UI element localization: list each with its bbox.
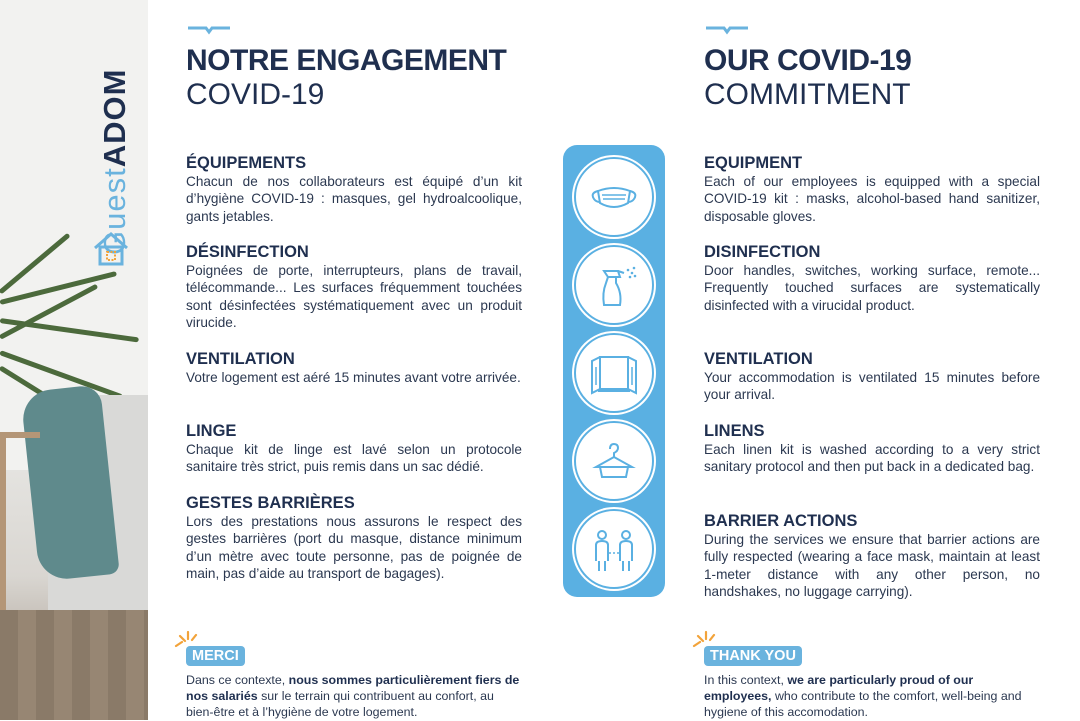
badge-label: MERCI [186,646,245,666]
section-barrier-en [704,511,1040,601]
thanks-badge-fr [172,630,292,670]
section-linen-en [704,421,1040,476]
section-text: Door handles, switches, working surface, remote... Frequently touched surfaces are systematically disinfected with a virucidal product. [704,263,1040,313]
icon-circle [576,335,652,411]
section-text: Poignées de porte, interrupteurs, plans de travail, télécommande... Les surfaces fréquemment touchées sont désinfectées systématiquement avec un produit virucide. [186,263,522,331]
icon-strip [563,145,665,597]
section-heading: VENTILATION [704,350,813,368]
heading-chevron-icon [186,24,232,36]
hanger-icon [586,433,642,489]
badge-label: THANK YOU [704,646,802,666]
section-heading: GESTES BARRIÈRES [186,494,355,512]
thanks-text-fr [186,672,522,721]
thanks-post: sur le terrain qui contribuent au confort, au bien-être et à l’hygiène de votre logement. [186,689,494,720]
section-text: Lors des prestations nous assurons le respect des gestes barrières (port du masque, distance minimum d’un mètre avec toute personne, pas de poignée de main, pas d’aide au transport de bagages). [186,514,522,582]
heading-chevron-icon [704,24,750,36]
section-heading: BARRIER ACTIONS [704,512,858,530]
open-window-icon [586,345,642,401]
section-disinfection-en [704,242,1040,314]
section-heading: ÉQUIPEMENTS [186,154,307,172]
section-heading: DÉSINFECTION [186,243,309,261]
thanks-post: who contribute to the comfort, well-being and hygiene of this accomodation. [704,689,1022,720]
section-heading: LINENS [704,422,765,440]
section-text: Each of our employees is equipped with a special COVID-19 kit : masks, alcohol-based hand sanitizer, disposable gloves. [704,174,1040,224]
section-heading: VENTILATION [186,350,295,368]
title-fr-bold: NOTRE ENGAGEMENT [186,44,507,77]
thanks-badge-en [690,630,810,670]
logo-adom: ADOM [97,68,132,168]
section-heading: LINGE [186,422,237,440]
thanks-pre: In this context, [704,673,788,687]
section-heading: EQUIPMENT [704,154,803,172]
title-en-light: COMMITMENT [704,78,911,111]
thanks-bold: nous sommes particulièrement fiers de nos salariés [186,673,520,704]
spray-bottle-icon [586,257,642,313]
title-fr-light: COVID-19 [186,78,325,111]
section-ventilation-en [704,349,1040,404]
section-barrier-fr [186,493,522,583]
section-text: During the services we ensure that barrier actions are fully respected (wearing a face mask, maintain at least 1-meter distance with any other person, no handshakes, no luggage carrying). [704,532,1040,600]
thanks-bold: we are particularly proud of our employees, [704,673,974,704]
guest-adom-logo [85,20,145,270]
house-logo-icon [91,228,131,268]
photo-floor [0,610,148,720]
section-disinfection-fr [186,242,522,332]
section-linen-fr [186,421,522,476]
face-mask-icon [586,169,642,225]
thanks-text-en [704,672,1040,721]
section-text: Your accommodation is ventilated 15 minutes before your arrival. [704,370,1040,403]
icon-circle [576,423,652,499]
title-en-bold: OUR COVID-19 [704,44,912,77]
section-equipment-fr [186,153,522,225]
thanks-pre: Dans ce contexte, [186,673,289,687]
section-heading: DISINFECTION [704,243,821,261]
section-equipment-en [704,153,1040,225]
icon-circle [576,511,652,587]
section-text: Votre logement est aéré 15 minutes avant votre arrivée. [186,370,521,385]
section-text: Chaque kit de linge est lavé selon un protocole sanitaire très strict, puis remis dans un sac dédié. [186,442,522,475]
logo-wordmark [93,25,137,255]
icon-circle [576,247,652,323]
section-text: Each linen kit is washed according to a very strict sanitary protocol and then put back in a dedicated bag. [704,442,1040,475]
logo-guest: Guest [97,167,132,255]
section-ventilation-fr [186,349,522,386]
side-table [0,432,40,628]
section-text: Chacun de nos collaborateurs est équipé d’un kit d’hygiène COVID-19 : masques, gel hydroalcoolique, gants jetables. [186,174,522,224]
distancing-icon [586,521,642,577]
icon-circle [576,159,652,235]
